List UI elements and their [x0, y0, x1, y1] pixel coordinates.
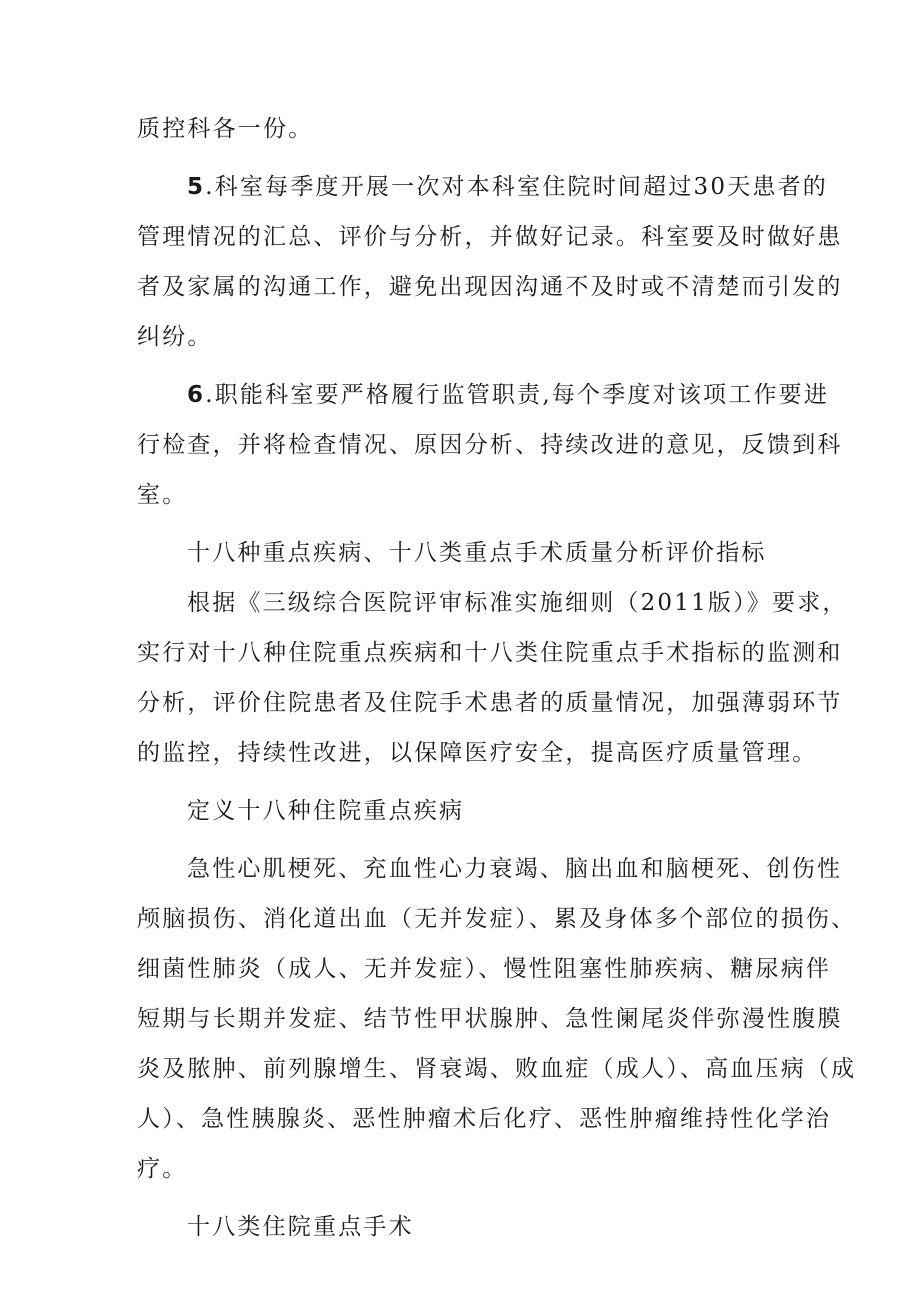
paragraph-6-line-1: 6.职能科室要严格履行监管职责,每个季度对该项工作要进	[187, 382, 830, 408]
paragraph-line: 分析，评价住院患者及住院手术患者的质量情况，加强薄弱环节	[137, 690, 843, 716]
paragraph-line: 管理情况的汇总、评价与分析，并做好记录。科室要及时做好患	[137, 224, 843, 250]
section-heading-surgeries: 十八类住院重点手术	[187, 1214, 414, 1240]
item-number: 5	[187, 174, 206, 200]
paragraph-line: 实行对十八种住院重点疾病和十八类住院重点手术指标的监测和	[137, 640, 843, 666]
paragraph-line: 细菌性肺炎（成人、无并发症）、慢性阻塞性肺疾病、糖尿病伴	[137, 956, 832, 982]
document-page	[137, 104, 857, 1252]
paragraph-line: 急性心肌梗死、充血性心力衰竭、脑出血和脑梗死、创伤性	[187, 856, 843, 882]
paragraph-line: 颅脑损伤、消化道出血（无并发症）、累及身体多个部位的损伤、	[137, 906, 857, 932]
paragraph-5-line-1: 5.科室每季度开展一次对本科室住院时间超过30天患者的	[187, 174, 828, 200]
paragraph-line: 者及家属的沟通工作，避免出现因沟通不及时或不清楚而引发的	[137, 274, 843, 300]
section-heading-indicators: 十八种重点疾病、十八类重点手术质量分析评价指标	[187, 540, 767, 566]
paragraph-line: 人）、急性胰腺炎、恶性肿瘤术后化疗、恶性肿瘤维持性化学治	[137, 1106, 832, 1132]
paragraph-line: 行检查，并将检查情况、原因分析、持续改进的意见，反馈到科	[137, 432, 843, 458]
paragraph-line: 炎及脓肿、前列腺增生、肾衰竭、败血症（成人）、高血压病（成	[137, 1056, 857, 1082]
item-number: 6	[187, 382, 206, 408]
paragraph-line: 根据《三级综合医院评审标准实施细则（2011版）》要求，	[187, 590, 848, 616]
paragraph-line: 的监控，持续性改进，以保障医疗安全，提高医疗质量管理。	[137, 740, 818, 766]
paragraph-line: 短期与长期并发症、结节性甲状腺肿、急性阑尾炎伴弥漫性腹膜	[137, 1006, 843, 1032]
paragraph-line: 室。	[137, 482, 188, 508]
paragraph-line: 质控科各一份。	[137, 116, 314, 142]
section-heading-diseases: 定义十八种住院重点疾病	[187, 798, 465, 824]
paragraph-line: 疗。	[137, 1156, 188, 1182]
paragraph-line: 纠纷。	[137, 324, 213, 350]
